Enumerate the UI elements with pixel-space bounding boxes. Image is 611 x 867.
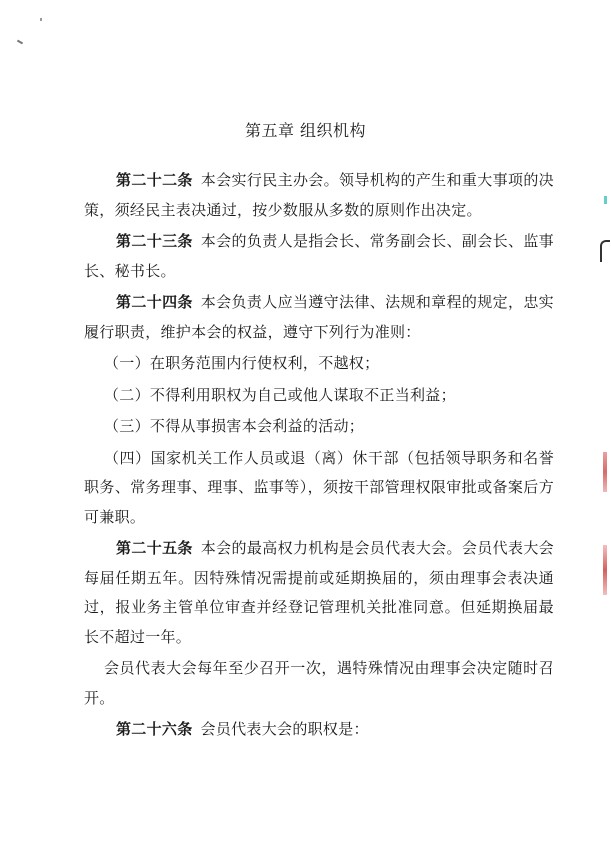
list-item <box>84 349 554 379</box>
list-item <box>84 412 554 442</box>
article-number: 第二十四条 <box>116 293 193 311</box>
article-text: 会员代表大会的职权是： <box>200 720 369 738</box>
scan-speck <box>604 196 607 204</box>
body-paragraph <box>84 654 554 713</box>
article-number: 第二十二条 <box>116 171 193 189</box>
article-paragraph <box>84 166 554 225</box>
document-body <box>84 166 554 747</box>
article-text: 本会的负责人是指会长、常务副会长、副会长、监事长、秘书长。 <box>84 232 554 280</box>
article-text: 本会的最高权力机构是会员代表大会。会员代表大会每届任期五年。因特殊情况需提前或延期换届的，须由理事会表决通过，报业务主管单位审查并经登记管理机关批准同意。但延期换届最长不超过一年。 <box>84 539 554 646</box>
paragraph-text: 会员代表大会每年至少召开一次，遇特殊情况由理事会决定随时召开。 <box>84 659 554 707</box>
edge-handwriting-mark <box>600 240 610 262</box>
red-seal-edge-mark <box>603 545 607 595</box>
list-item-text: （一）在职务范围内行使权利，不越权； <box>104 354 380 372</box>
article-number: 第二十三条 <box>116 232 193 250</box>
article-number: 第二十五条 <box>116 539 193 557</box>
scan-speck <box>17 40 23 45</box>
article-paragraph <box>84 715 554 745</box>
list-item-text: （三）不得从事损害本会利益的活动； <box>104 417 365 435</box>
red-seal-edge-mark <box>603 452 607 492</box>
scan-speck <box>40 18 42 21</box>
article-paragraph <box>84 534 554 652</box>
chapter-title: 第五章 组织机构 <box>244 121 367 140</box>
article-text: 本会负责人应当遵守法律、法规和章程的规定，忠实履行职责，维护本会的权益，遵守下列行为准则： <box>84 293 554 341</box>
list-item <box>84 381 554 411</box>
list-item-text: （四）国家机关工作人员或退（离）休干部（包括领导职务和名誉职务、常务理事、理事、监事等），须按干部管理权限审批或备案后方可兼职。 <box>84 448 554 526</box>
article-paragraph <box>84 288 554 347</box>
article-number: 第二十六条 <box>116 720 193 738</box>
list-item-text: （二）不得利用职权为自己或他人谋取不正当利益； <box>104 385 456 404</box>
list-item <box>84 444 554 533</box>
article-paragraph <box>84 227 554 286</box>
article-text: 本会实行民主办会。领导机构的产生和重大事项的决策，须经民主表决通过，按少数服从多数的原则作出决定。 <box>84 171 554 219</box>
